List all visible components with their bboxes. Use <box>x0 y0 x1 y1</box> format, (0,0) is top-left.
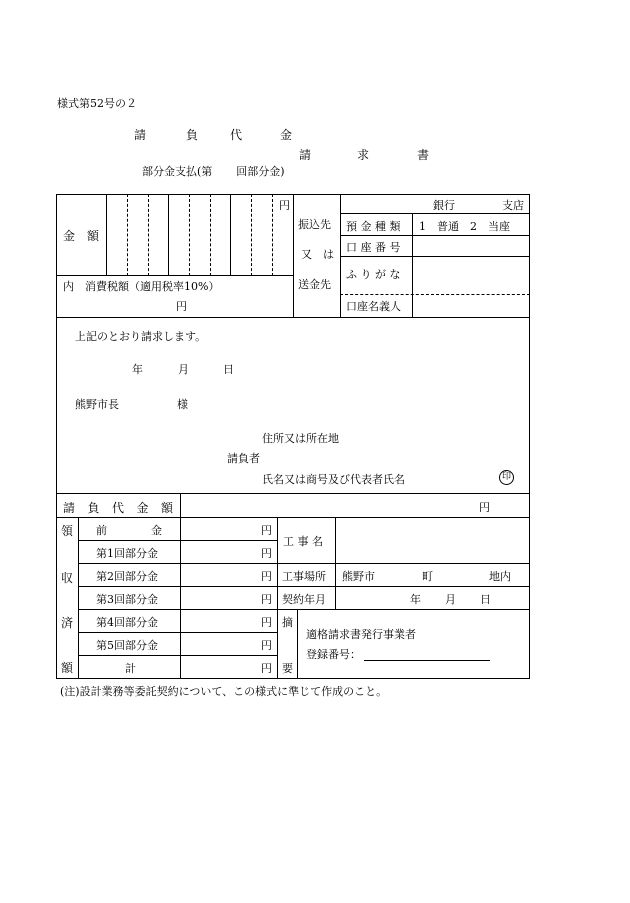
project-place-label: 工事場所 <box>282 570 326 583</box>
date-day: 日 <box>223 363 234 376</box>
account-number-label: 口 座 番 号 <box>346 241 401 254</box>
received-row-divider <box>78 540 277 541</box>
addressee-honorific: 様 <box>177 398 188 411</box>
furigana-divider <box>340 294 530 295</box>
received-yen: 円 <box>261 524 272 537</box>
received-yen: 円 <box>261 570 272 583</box>
digit-divider <box>251 194 252 276</box>
contractor-label: 請負者 <box>227 452 260 465</box>
digit-group-divider <box>168 194 169 276</box>
received-side-label-3: 済 <box>61 616 74 630</box>
deposit-type-label: 預 金 種 類 <box>346 220 401 233</box>
received-row-partial-5: 第5回部分金 <box>96 639 158 652</box>
received-yen: 円 <box>261 593 272 606</box>
received-row-partial-1: 第1回部分金 <box>96 547 158 560</box>
date-month: 月 <box>178 363 189 376</box>
tax-label: 内 消費税額（適用税率10%） <box>63 280 220 293</box>
summary-label-2: 要 <box>282 662 293 675</box>
registration-number-label: 登録番号： <box>306 648 361 661</box>
received-yen: 円 <box>261 639 272 652</box>
digit-divider <box>210 194 211 276</box>
form-number: 様式第52号の２ <box>57 97 137 110</box>
name-label: 氏名又は商号及び代表者氏名 <box>262 473 405 486</box>
received-row-divider <box>78 609 530 610</box>
furigana-label: ふ り が な <box>346 268 401 281</box>
digit-group-divider <box>230 194 231 276</box>
received-row-partial-3: 第3回部分金 <box>96 593 158 606</box>
project-place-town: 町 <box>422 570 433 583</box>
received-side-label-2: 収 <box>61 571 74 585</box>
contract-date-year: 年 <box>410 593 421 606</box>
contract-amount-yen: 円 <box>479 501 490 514</box>
summary-label-1: 摘 <box>282 616 293 629</box>
transfer-label-2: 又 は <box>301 248 334 261</box>
invoice-issuer-label: 適格請求書発行事業者 <box>306 628 416 641</box>
received-side-label-1: 領 <box>61 524 74 538</box>
body-left-border <box>56 317 57 494</box>
addressee: 熊野市長 <box>75 398 119 411</box>
seal-mark: 印 <box>499 470 514 485</box>
lower-left-border <box>56 493 57 679</box>
deposit-type-value: 1 普通 2 当座 <box>419 220 510 233</box>
project-place-lot: 地内 <box>489 570 511 583</box>
registration-number-field[interactable] <box>364 660 490 661</box>
right-border <box>529 194 530 494</box>
received-yen: 円 <box>261 662 272 675</box>
received-row-divider <box>78 563 530 564</box>
contract-date-label: 契約年月 <box>282 593 326 606</box>
bank-label: 銀行 <box>433 199 455 212</box>
amount-label: 金 額 <box>63 229 99 243</box>
received-row-divider <box>78 586 530 587</box>
title-line3: 部分金支払(第 回部分金) <box>142 165 285 178</box>
tax-yen: 円 <box>176 300 187 313</box>
digit-divider <box>272 194 273 276</box>
lower-bottom-border <box>56 678 530 679</box>
transfer-row-divider <box>340 235 530 236</box>
summary-label-divider <box>297 609 298 679</box>
transfer-value-divider <box>412 213 413 318</box>
received-yen: 円 <box>261 616 272 629</box>
received-row-total: 計 <box>125 662 136 675</box>
digit-divider <box>189 194 190 276</box>
contract-date-month: 月 <box>445 593 456 606</box>
received-row-partial-4: 第4回部分金 <box>96 616 158 629</box>
branch-label: 支店 <box>502 199 524 212</box>
contract-date-day: 日 <box>480 593 491 606</box>
project-name-label: 工 事 名 <box>283 535 323 548</box>
upper-left-border <box>56 194 57 318</box>
account-holder-label: 口座名義人 <box>346 300 401 313</box>
digit-divider <box>127 194 128 276</box>
amount-label-divider <box>106 194 107 276</box>
contract-amount-label: 請 負 代 金 額 <box>63 501 173 515</box>
transfer-row-divider <box>340 213 530 214</box>
transfer-label-3: 送金先 <box>298 278 331 291</box>
project-place-city: 熊野市 <box>342 570 375 583</box>
lower-top-border <box>56 493 530 494</box>
request-statement: 上記のとおり請求します。 <box>75 330 207 343</box>
contract-amount-row-divider <box>56 517 530 518</box>
address-label: 住所又は所在地 <box>262 432 339 445</box>
received-row-partial-2: 第2回部分金 <box>96 570 158 583</box>
date-year: 年 <box>132 363 143 376</box>
amount-tax-divider <box>56 275 294 276</box>
received-row-divider <box>78 655 277 656</box>
transfer-label-1: 振込先 <box>298 218 331 231</box>
project-label-divider <box>335 517 336 610</box>
received-side-label-4: 額 <box>61 661 74 675</box>
received-row-divider <box>78 632 277 633</box>
received-amount-right-divider <box>277 517 278 679</box>
amount-yen: 円 <box>279 199 290 212</box>
amount-transfer-divider <box>293 194 294 318</box>
received-yen: 円 <box>261 547 272 560</box>
digit-divider <box>148 194 149 276</box>
footer-note: (注)設計業務等委託契約について、この様式に準じて作成のこと。 <box>60 685 388 698</box>
received-row-advance: 前 金 <box>96 524 162 537</box>
transfer-row-divider <box>340 256 530 257</box>
